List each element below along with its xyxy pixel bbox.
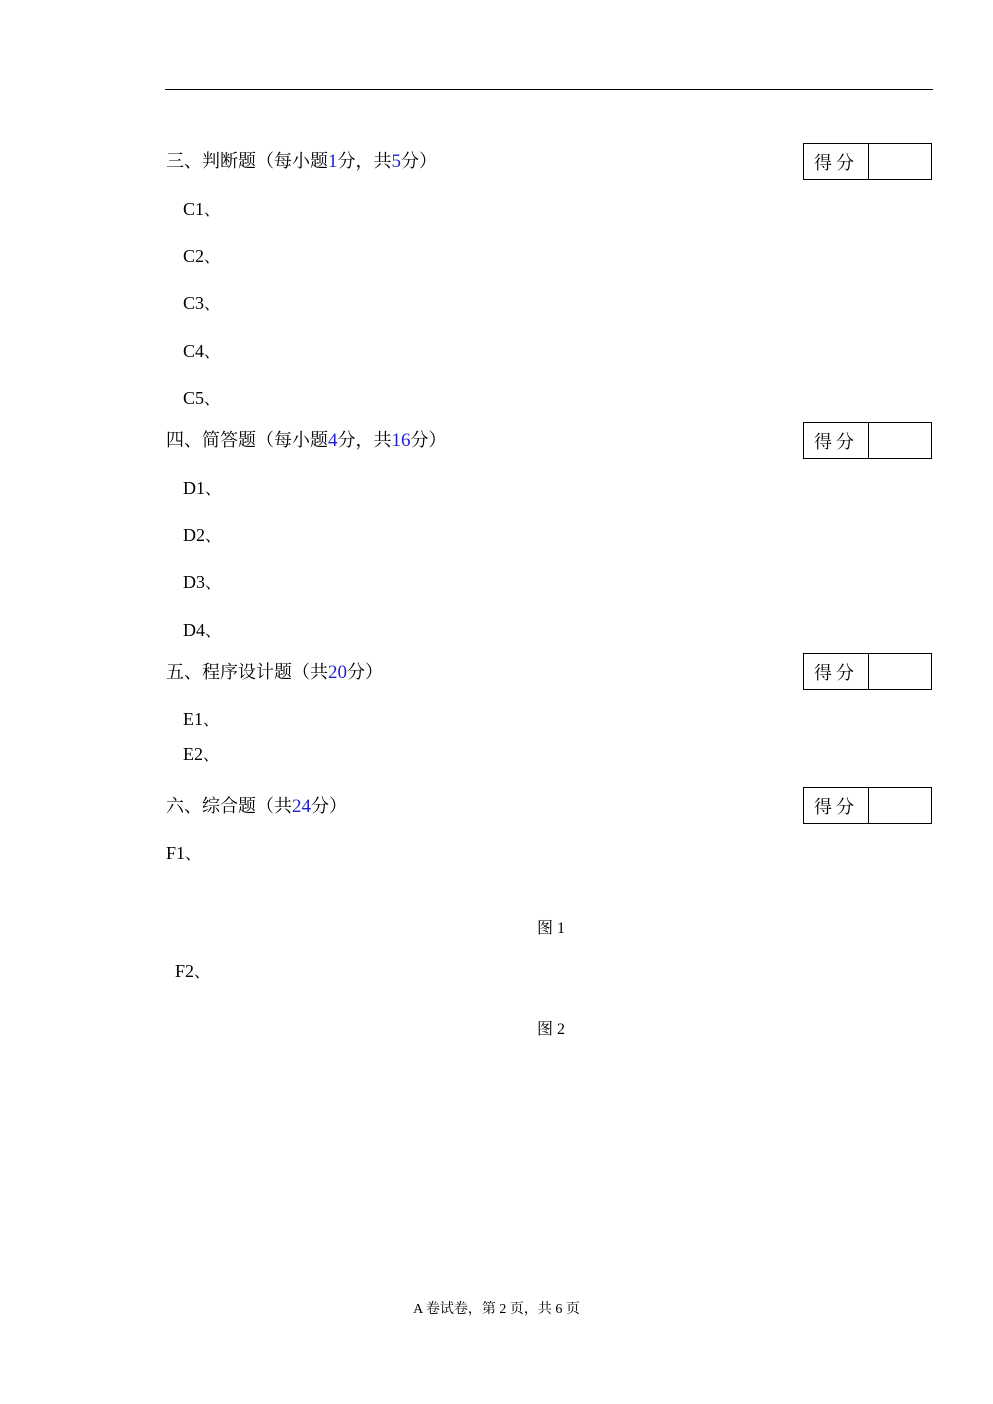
score-label: 得分 — [804, 423, 869, 458]
section-6-total-points: 24 — [292, 796, 311, 817]
section-6-title-pre: 六、综合题（共 — [166, 796, 292, 817]
question-c5: C5、 — [183, 388, 221, 408]
section-4-total-points: 16 — [391, 430, 411, 451]
section-3-title-pre: 三、判断题（每小题 — [166, 151, 328, 172]
question-e1: E1、 — [183, 709, 220, 729]
section-5-title-pre: 五、程序设计题（共 — [166, 662, 328, 683]
score-input-area[interactable] — [869, 423, 931, 458]
section-3-title-end: 分） — [401, 151, 437, 172]
header-rule — [165, 89, 933, 90]
section-3-score-box — [803, 143, 932, 180]
section-5-total-points: 20 — [328, 662, 347, 683]
section-6-score-box — [803, 787, 932, 824]
question-c2: C2、 — [183, 246, 221, 266]
section-5-title-end: 分） — [347, 662, 383, 683]
question-f2: F2、 — [175, 961, 211, 981]
question-c1: C1、 — [183, 199, 221, 219]
section-3-title-mid: 分，共 — [337, 151, 392, 172]
question-f1: F1、 — [166, 843, 202, 863]
figure-1-caption: 图 1 — [537, 920, 566, 937]
score-label: 得分 — [804, 144, 869, 179]
section-5-heading — [166, 662, 383, 684]
section-4-score-box — [803, 422, 932, 459]
score-label: 得分 — [804, 654, 869, 689]
page-footer: A 卷试卷，第 2 页，共 6 页 — [413, 1302, 580, 1317]
question-e2: E2、 — [183, 744, 220, 764]
section-4-title-pre: 四、简答题（每小题 — [166, 430, 328, 451]
section-5-score-box — [803, 653, 932, 690]
question-d1: D1、 — [183, 478, 222, 498]
score-input-area[interactable] — [869, 788, 931, 823]
question-d4: D4、 — [183, 620, 222, 640]
section-4-title-mid: 分，共 — [337, 430, 392, 451]
section-6-heading — [166, 796, 347, 818]
section-6-title-end: 分） — [311, 796, 347, 817]
section-4-heading — [166, 430, 447, 452]
section-3-per-points: 1 — [328, 151, 338, 172]
question-c4: C4、 — [183, 341, 221, 361]
figure-2-caption: 图 2 — [537, 1021, 566, 1038]
score-label: 得分 — [804, 788, 869, 823]
section-4-title-end: 分） — [410, 430, 447, 451]
question-d3: D3、 — [183, 572, 222, 592]
section-3-heading — [166, 151, 437, 173]
score-input-area[interactable] — [869, 654, 931, 689]
question-c3: C3、 — [183, 293, 221, 313]
score-input-area[interactable] — [869, 144, 931, 179]
section-4-per-points: 4 — [328, 430, 338, 451]
section-3-total-points: 5 — [391, 151, 401, 172]
question-d2: D2、 — [183, 525, 222, 545]
